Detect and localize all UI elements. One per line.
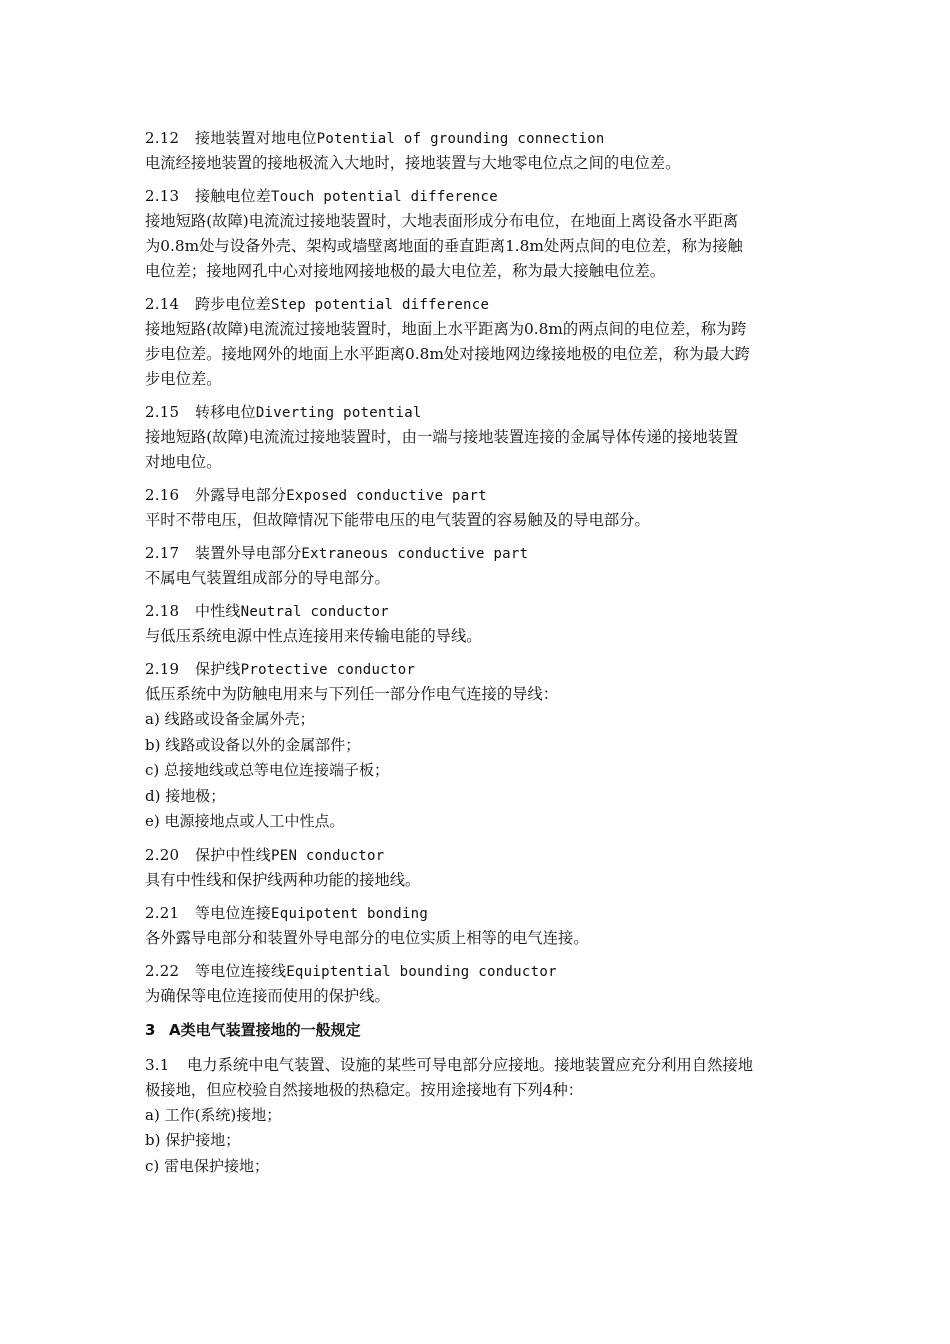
term-heading	[145, 657, 810, 682]
clause-number: 3.1	[145, 1055, 170, 1074]
term-cn: 转移电位	[195, 403, 256, 421]
term-definition-line: 为确保等电位连接而使用的保护线。	[145, 986, 390, 1005]
term-en: Diverting potential	[255, 405, 422, 421]
list-item: a) 工作(系统)接地；	[145, 1105, 282, 1124]
term-definition-line: 步电位差。接地网外的地面上水平距离0.8m处对接地网边缘接地极的电位差，称为最大跨	[145, 345, 750, 363]
term-heading	[145, 959, 810, 984]
term-2-17	[145, 541, 810, 591]
term-en: Equiptential bounding conductor	[286, 963, 557, 980]
term-definition-line: 与低压系统电源中性点连接用来传输电能的导线。	[145, 627, 482, 645]
term-number: 2.20	[145, 845, 180, 864]
term-number: 2.17	[145, 544, 180, 562]
clause-line	[145, 1053, 810, 1078]
list-item: a) 线路或设备金属外壳；	[145, 710, 315, 728]
term-en: Exposed conductive part	[286, 488, 487, 504]
term-en: Touch potential difference	[271, 189, 498, 205]
term-definition-line: 不属电气装置组成部分的导电部分。	[145, 569, 390, 587]
term-2-21	[145, 901, 810, 951]
term-heading	[145, 599, 810, 624]
clause-line: 极接地，但应校验自然接地极的热稳定。按用途接地有下列4种：	[145, 1080, 584, 1099]
term-definition-line: 步电位差。	[145, 370, 222, 388]
clause-text: 电力系统中电气装置、设施的某些可导电部分应接地。接地装置应充分利用自然接地	[187, 1055, 753, 1074]
section-heading	[145, 1017, 810, 1043]
term-definition-line: 对地电位。	[145, 453, 222, 471]
term-definition-line: 接地短路(故障)电流流过接地装置时，由一端与接地装置连接的金属导体传递的接地装置	[145, 428, 739, 446]
term-number: 2.15	[145, 403, 180, 421]
term-heading	[145, 541, 810, 566]
term-2-14	[145, 292, 810, 392]
term-cn: 接地装置对地电位	[195, 129, 317, 147]
term-cn: 保护线	[195, 660, 241, 678]
term-heading	[145, 184, 810, 209]
document-page	[145, 126, 810, 1187]
term-definition-line: 电流经接地装置的接地极流入大地时，接地装置与大地零电位点之间的电位差。	[145, 154, 681, 172]
term-2-15	[145, 400, 810, 475]
term-en: Potential of grounding connection	[316, 131, 605, 147]
term-heading	[145, 292, 810, 317]
list-item: c) 总接地线或总等电位连接端子板；	[145, 761, 390, 779]
term-en: Protective conductor	[240, 662, 416, 678]
term-definition-line: 各外露导电部分和装置外导电部分的电位实质上相等的电气连接。	[145, 928, 589, 947]
term-2-12	[145, 126, 810, 176]
term-cn: 接触电位差	[195, 187, 272, 205]
list-item: b) 保护接地；	[145, 1131, 241, 1149]
term-number: 2.12	[145, 129, 180, 147]
section-title: A类电气装置接地的一般规定	[169, 1020, 361, 1039]
term-heading	[145, 901, 810, 926]
list-item: c) 雷电保护接地；	[145, 1156, 270, 1175]
term-en: Step potential difference	[271, 297, 490, 313]
term-heading	[145, 400, 810, 425]
term-en: Extraneous conductive part	[301, 546, 529, 562]
term-2-13	[145, 184, 810, 284]
term-en: Neutral conductor	[240, 604, 389, 620]
term-heading	[145, 126, 810, 151]
term-cn: 等电位连接	[195, 903, 272, 922]
term-definition-line: 具有中性线和保护线两种功能的接地线。	[145, 870, 421, 889]
term-number: 2.14	[145, 295, 180, 313]
term-heading	[145, 483, 810, 508]
list-item: b) 线路或设备以外的金属部件；	[145, 735, 361, 754]
list-item: e) 电源接地点或人工中性点。	[145, 812, 345, 830]
term-cn: 外露导电部分	[195, 486, 287, 504]
term-2-16	[145, 483, 810, 533]
term-cn: 跨步电位差	[195, 295, 272, 313]
term-number: 2.19	[145, 660, 180, 678]
term-definition-line: 为0.8m处与设备外壳、架构或墙壁离地面的垂直距离1.8m处两点间的电位差，称为接触	[145, 237, 743, 255]
term-definition-line: 平时不带电压，但故障情况下能带电压的电气装置的容易触及的导电部分。	[145, 511, 650, 529]
term-en: Equipotent bonding	[271, 905, 429, 922]
term-number: 2.16	[145, 486, 180, 504]
term-number: 2.18	[145, 602, 180, 620]
term-number: 2.22	[145, 961, 180, 980]
term-cn: 中性线	[195, 602, 241, 620]
term-definition-line: 电位差；接地网孔中心对接地网接地极的最大电位差，称为最大接触电位差。	[145, 262, 666, 280]
term-definition-line: 接地短路(故障)电流流过接地装置时，地面上水平距离为0.8m的两点间的电位差，称为跨	[145, 320, 747, 338]
term-definition-line: 低压系统中为防触电用来与下列任一部分作电气连接的导线：	[145, 685, 559, 703]
term-2-18	[145, 599, 810, 649]
term-2-20	[145, 843, 810, 893]
clause-3-1	[145, 1053, 810, 1180]
term-cn: 等电位连接线	[195, 961, 287, 980]
term-cn: 保护中性线	[195, 845, 272, 864]
list-item: d) 接地极；	[145, 786, 226, 805]
term-number: 2.13	[145, 187, 180, 205]
term-en: PEN conductor	[271, 847, 385, 864]
term-2-22	[145, 959, 810, 1009]
term-2-19	[145, 657, 810, 835]
term-definition-line: 接地短路(故障)电流流过接地装置时，大地表面形成分布电位，在地面上离设备水平距离	[145, 212, 739, 230]
term-heading	[145, 843, 810, 868]
term-cn: 装置外导电部分	[195, 544, 302, 562]
section-number: 3	[145, 1020, 156, 1039]
term-number: 2.21	[145, 903, 180, 922]
